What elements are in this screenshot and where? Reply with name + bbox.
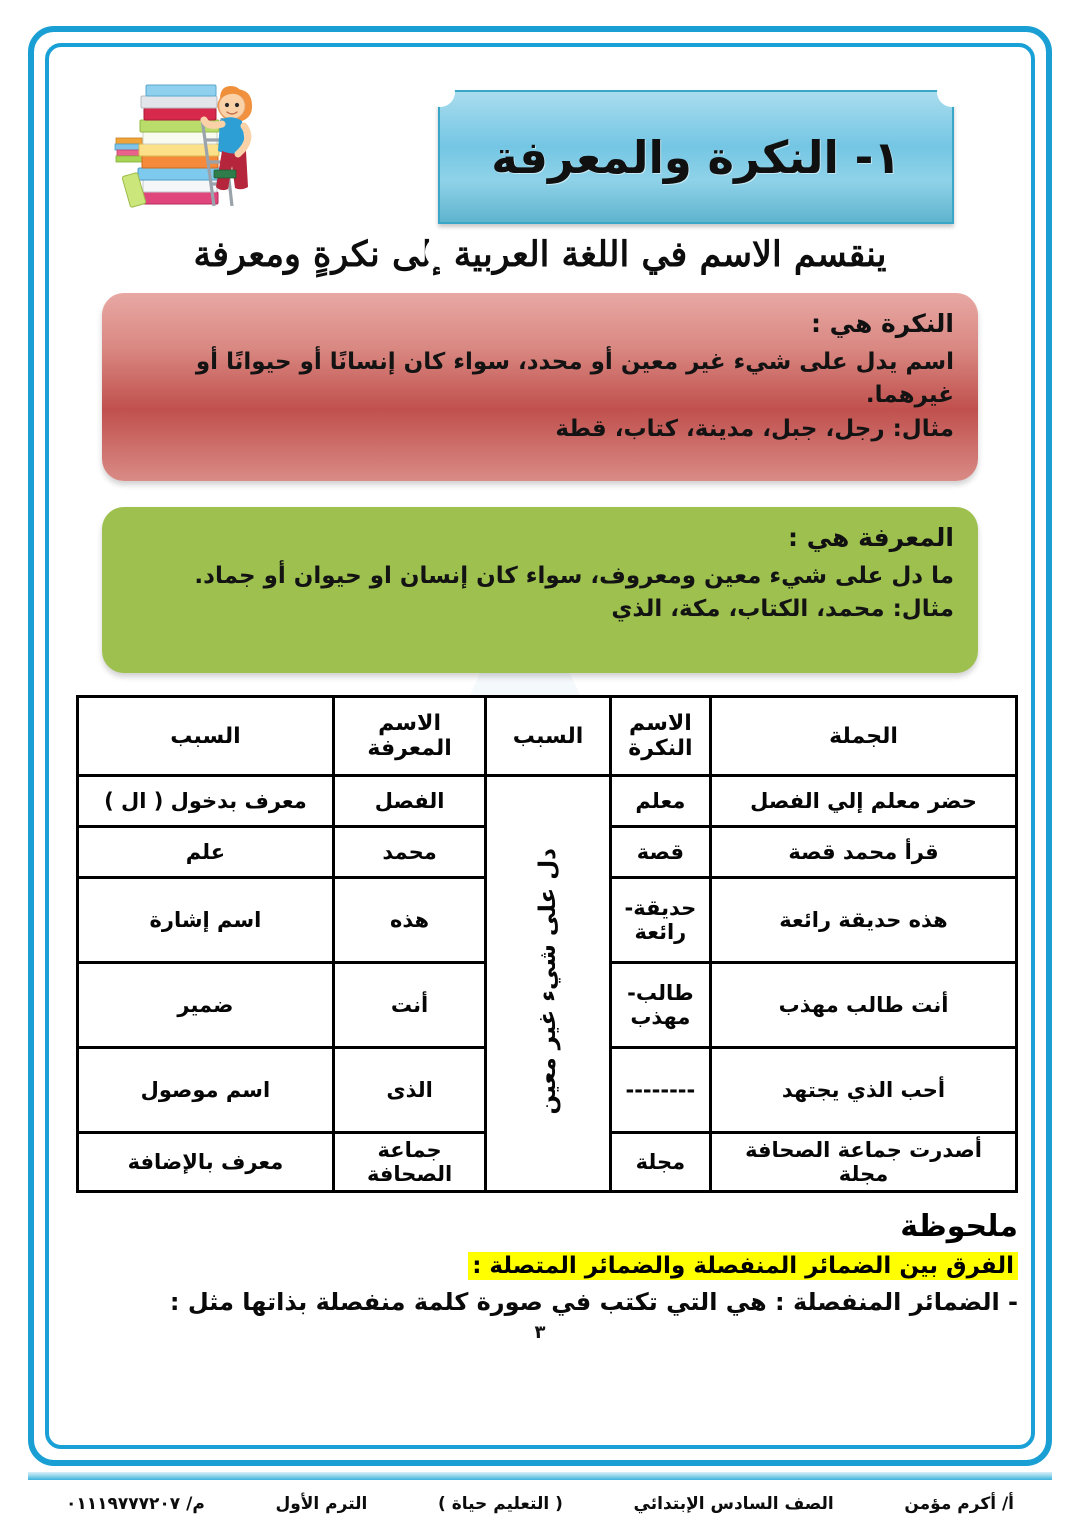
header-row: [62, 60, 1018, 220]
indefinite-description: اسم يدل على شيء غير معين أو محدد، سواء كان إنسانًا أو حيوانًا أو غيرهما.: [195, 349, 954, 409]
cell-definite: الفصل: [333, 776, 485, 827]
footer-slogan: ( التعليم حياة ): [438, 1494, 563, 1514]
cell-reason: ضمير: [78, 963, 334, 1048]
page-content: [62, 60, 1018, 1440]
page-title: ١- النكرة والمعرفة: [491, 130, 901, 184]
table-header-row: [78, 697, 1017, 776]
cell-definite: أنت: [333, 963, 485, 1048]
definite-examples: مثال: محمد، الكتاب، مكة، الذي: [611, 596, 954, 623]
cell-reason: معرف بالإضافة: [78, 1133, 334, 1192]
cell-reason: معرف بدخول ( ال ): [78, 776, 334, 827]
page-number: ٣: [534, 1322, 546, 1343]
cell-sentence: قرأ محمد قصة: [711, 827, 1017, 878]
header-indefinite-noun: الاسم النكرة: [610, 697, 710, 776]
footer-term: الترم الأول: [275, 1494, 368, 1514]
header-reason-indefinite: السبب: [486, 697, 610, 776]
definite-description: ما دل على شيء معين ومعروف، سواء كان إنسان او حيوان أو جماد.: [194, 563, 954, 589]
cell-definite: الذى: [333, 1048, 485, 1133]
cell-sentence: هذه حديقة رائعة: [711, 878, 1017, 963]
cell-indefinite: حديقة- رائعة: [610, 878, 710, 963]
cell-indefinite: --------: [610, 1048, 710, 1133]
header-reason-definite: السبب: [78, 697, 334, 776]
books-and-boy-icon: [110, 66, 270, 226]
note-section: [62, 1209, 1018, 1343]
header-definite-noun: الاسم المعرفة: [333, 697, 485, 776]
footer-teacher: أ/ أكرم مؤمن: [904, 1494, 1014, 1514]
header-sentence: الجملة: [711, 697, 1017, 776]
subtitle: ينقسم الاسم في اللغة العربية إلى نكرةٍ ومعرفة: [193, 234, 887, 275]
cell-reason: علم: [78, 827, 334, 878]
note-highlighted-text: الفرق بين الضمائر المنفصلة والضمائر المتصلة :: [468, 1252, 1018, 1280]
title-banner: [438, 90, 954, 224]
definite-title: المعرفة هي :: [788, 523, 954, 552]
cell-sentence: أحب الذي يجتهد: [711, 1048, 1017, 1133]
cell-definite: هذه: [333, 878, 485, 963]
definite-definition-box: [102, 507, 978, 673]
cell-sentence: أصدرت جماعة الصحافة مجلة: [711, 1133, 1017, 1192]
cell-reason: اسم إشارة: [78, 878, 334, 963]
note-body-line: - الضمائر المنفصلة : هي التي تكتب في صورة كلمة منفصلة بذاتها مثل :: [169, 1288, 1018, 1316]
indefinite-examples: مثال: رجل، جبل، مدينة، كتاب، قطة: [555, 415, 954, 442]
cell-indefinite: قصة: [610, 827, 710, 878]
cell-sentence: حضر معلم إلي الفصل: [711, 776, 1017, 827]
footer-phone: م/ ٠١١١٩٧٧٧٢٠٧: [66, 1494, 205, 1514]
cell-definite: محمد: [333, 827, 485, 878]
merged-reason-text: دل على شيء غير معين: [535, 847, 562, 1115]
cell-indefinite: مجلة: [610, 1133, 710, 1192]
footer-grade: الصف السادس الإبتدائي: [633, 1494, 834, 1514]
indefinite-title: النكرة هي :: [810, 309, 954, 338]
cell-reason: اسم موصول: [78, 1048, 334, 1133]
indefinite-definition-box: [102, 293, 978, 481]
examples-table: [76, 695, 1018, 1193]
cell-indefinite: طالب- مهذب: [610, 963, 710, 1048]
footer: [40, 1486, 1040, 1522]
table-row: [78, 776, 1017, 827]
cell-merged-reason: [486, 776, 610, 1192]
note-heading: ملحوظة: [900, 1209, 1018, 1244]
footer-divider: [28, 1472, 1052, 1480]
cell-sentence: أنت طالب مهذب: [711, 963, 1017, 1048]
cell-definite: جماعة الصحافة: [333, 1133, 485, 1192]
cell-indefinite: معلم: [610, 776, 710, 827]
